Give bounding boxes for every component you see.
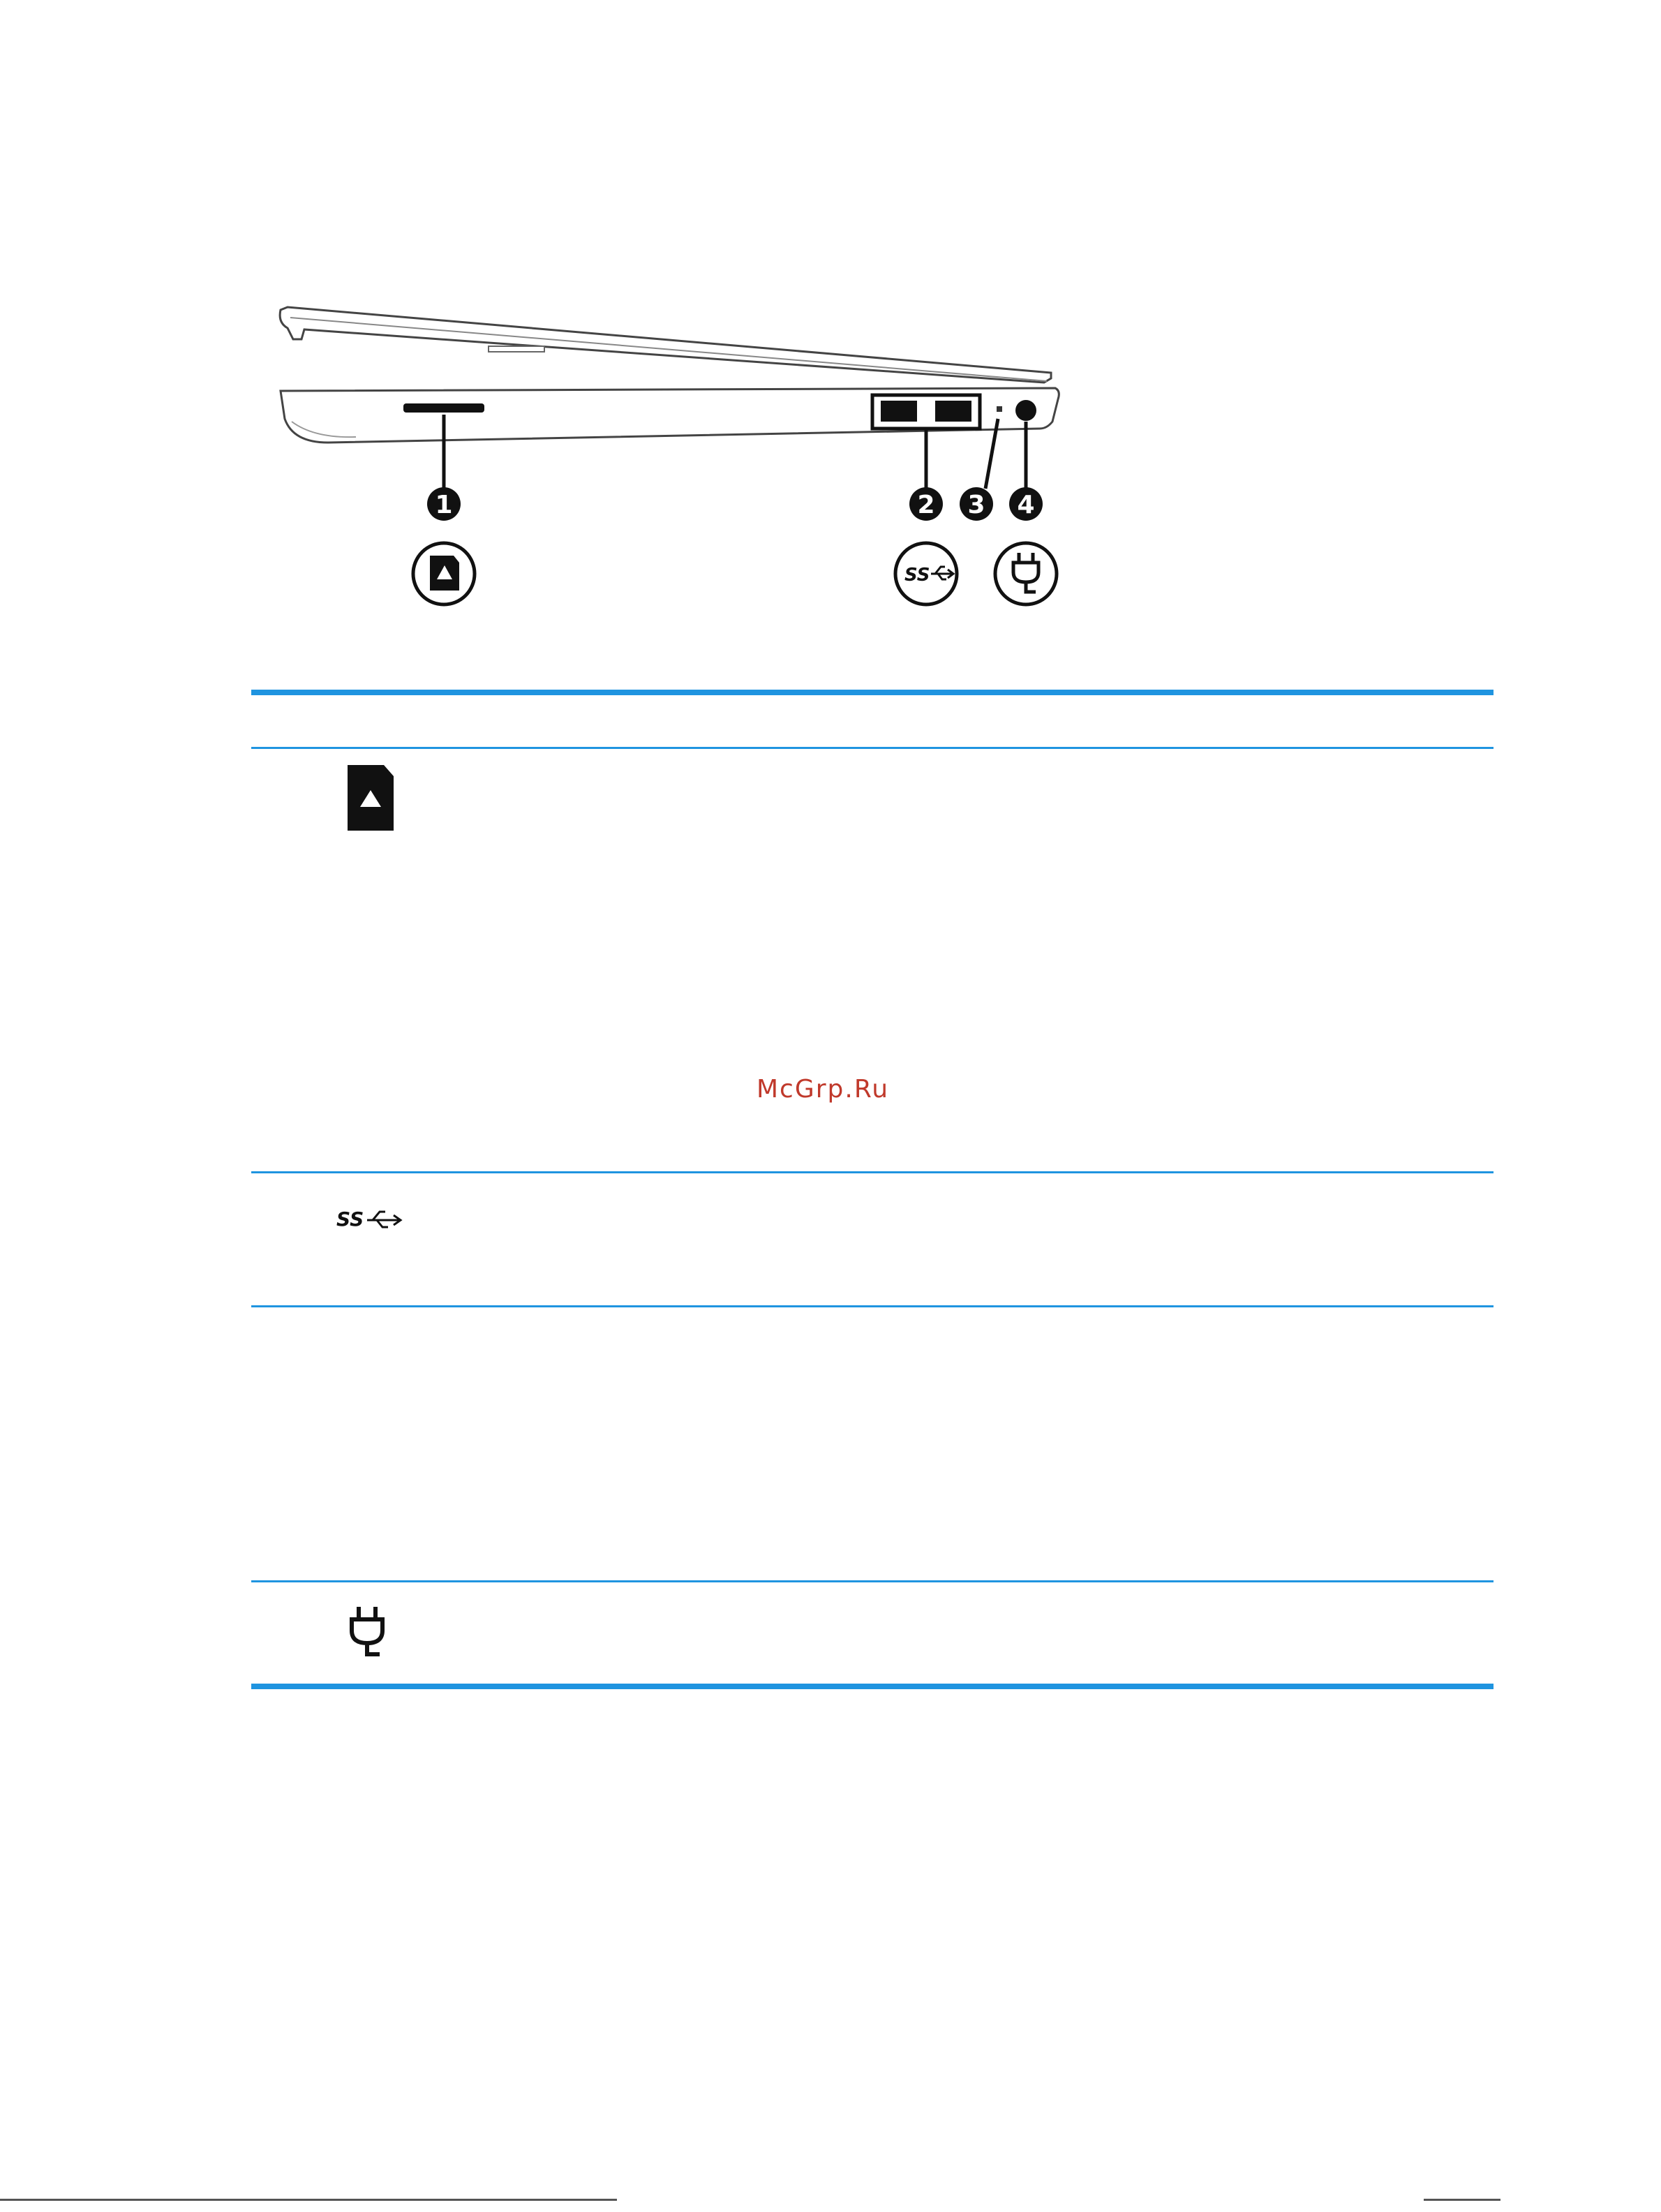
callout-3: [960, 487, 993, 521]
memory-card-slot: [403, 403, 484, 413]
footer-rule-right: [1424, 2199, 1500, 2201]
svg-text:1: 1: [435, 491, 453, 519]
table-top-rule: [251, 690, 1494, 695]
memory-card-icon: [342, 762, 398, 832]
usb-port-1: [881, 401, 917, 422]
table-bottom-rule: [251, 1684, 1494, 1689]
power-plug-icon: [346, 1604, 388, 1660]
usb-superspeed-icon: [335, 1205, 405, 1233]
usb-superspeed-icon: [895, 543, 957, 604]
svg-text:2: 2: [917, 491, 935, 519]
callout-2: [909, 487, 943, 521]
svg-text:SS: SS: [904, 565, 930, 586]
svg-text:4: 4: [1017, 491, 1035, 519]
power-light: [997, 406, 1002, 412]
svg-text:3: 3: [967, 491, 985, 519]
watermark: McGrp.Ru: [757, 1075, 890, 1104]
callout-1: [427, 487, 461, 521]
footer-rule-left: [0, 2199, 617, 2201]
table-header-rule: [251, 747, 1494, 749]
usb-port-2: [935, 401, 971, 422]
table-row-divider-3: [251, 1580, 1494, 1582]
table-row-divider-1: [251, 1171, 1494, 1173]
power-plug-icon: [995, 543, 1057, 604]
svg-text:SS: SS: [336, 1208, 364, 1231]
table-row-divider-2: [251, 1305, 1494, 1307]
power-connector: [1015, 400, 1036, 421]
memory-card-icon: [413, 543, 475, 604]
laptop-side-diagram: [0, 0, 1661, 628]
callout-4: [1009, 487, 1043, 521]
